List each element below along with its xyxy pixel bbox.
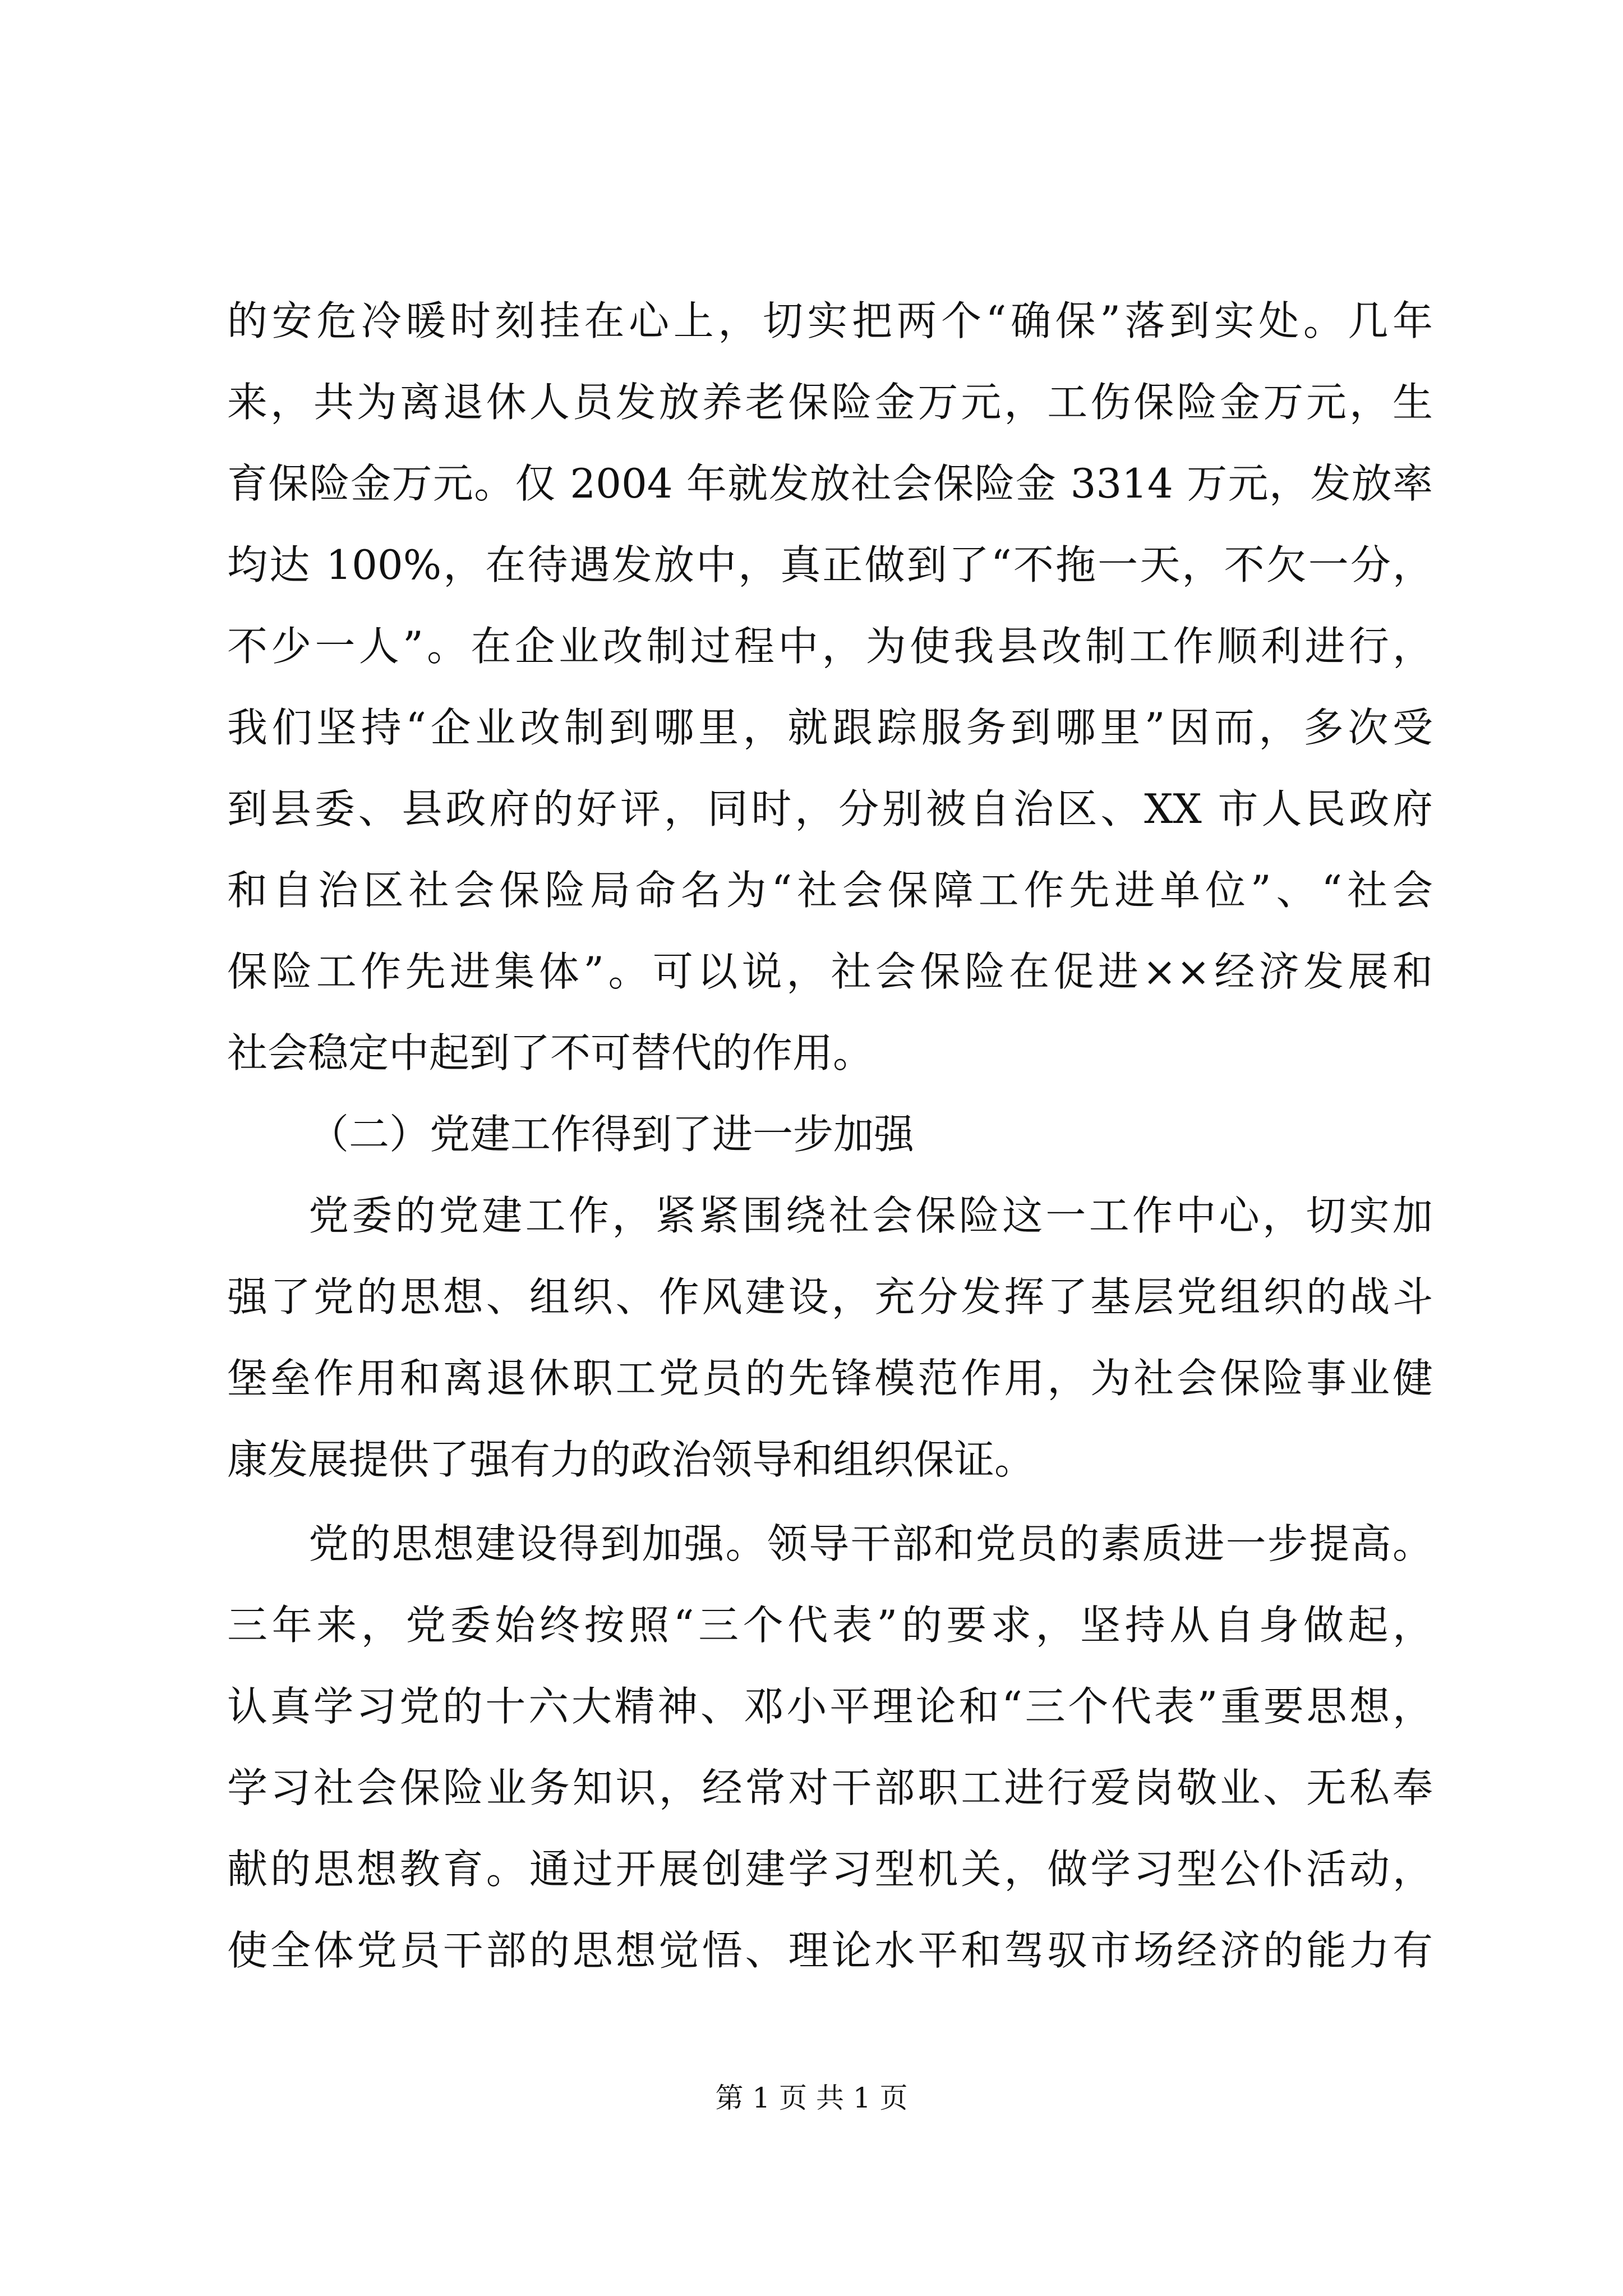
paragraph-1-line-4: 均达 100%，在待遇发放中，真正做到了“不拖一天，不欠一分， [227,541,1433,588]
paragraph-3-line-6: 使全体党员干部的思想觉悟、理论水平和驾驭市场经济的能力有 [227,1927,1433,1974]
paragraph-3-line-1: 党的思想建设得到加强。领导干部和党员的素质进一步提高。 [308,1520,1433,1567]
paragraph-1-line-5: 不少一人”。在企业改制过程中，为使我县改制工作顺利进行， [227,623,1433,670]
paragraph-3-line-4: 学习社会保险业务知识，经常对干部职工进行爱岗敬业、无私奉 [227,1764,1433,1811]
paragraph-1-line-2: 来，共为离退休人员发放养老保险金万元，工伤保险金万元，生 [227,379,1433,426]
paragraph-1-line-9: 保险工作先进集体”。可以说，社会保险在促进××经济发展和 [227,948,1433,995]
paragraph-2-line-2: 强了党的思想、组织、作风建设，充分发挥了基层党组织的战斗 [227,1273,1433,1320]
page-footer: 第 1 页 共 1 页 [715,2082,908,2114]
paragraph-1-line-6: 我们坚持“企业改制到哪里，就跟踪服务到哪里”因而，多次受 [227,704,1433,751]
paragraph-2-line-4: 康发展提供了强有力的政治领导和组织保证。 [227,1436,1035,1483]
paragraph-1-line-7: 到县委、县政府的好评，同时，分别被自治区、XX 市人民政府 [227,785,1433,832]
paragraph-2-line-1: 党委的党建工作，紧紧围绕社会保险这一工作中心，切实加 [308,1192,1433,1239]
paragraph-3-line-3: 认真学习党的十六大精神、邓小平理论和“三个代表”重要思想， [227,1683,1433,1730]
paragraph-1-line-8: 和自治区社会保险局命名为“社会保障工作先进单位”、“社会 [227,867,1433,914]
paragraph-3-line-5: 献的思想教育。通过开展创建学习型机关，做学习型公仆活动， [227,1846,1433,1893]
paragraph-2-line-3: 堡垒作用和离退休职工党员的先锋模范作用，为社会保险事业健 [227,1355,1433,1402]
section-heading: （二）党建工作得到了进一步加强 [308,1111,915,1158]
paragraph-3-line-2: 三年来，党委始终按照“三个代表”的要求，坚持从自身做起， [227,1602,1433,1649]
paragraph-1-line-3: 育保险金万元。仅 2004 年就发放社会保险金 3314 万元，发放率 [227,460,1433,507]
paragraph-1-line-1: 的安危冷暖时刻挂在心上，切实把两个“确保”落到实处。几年 [227,297,1433,344]
paragraph-1-line-10: 社会稳定中起到了不可替代的作用。 [227,1029,874,1076]
